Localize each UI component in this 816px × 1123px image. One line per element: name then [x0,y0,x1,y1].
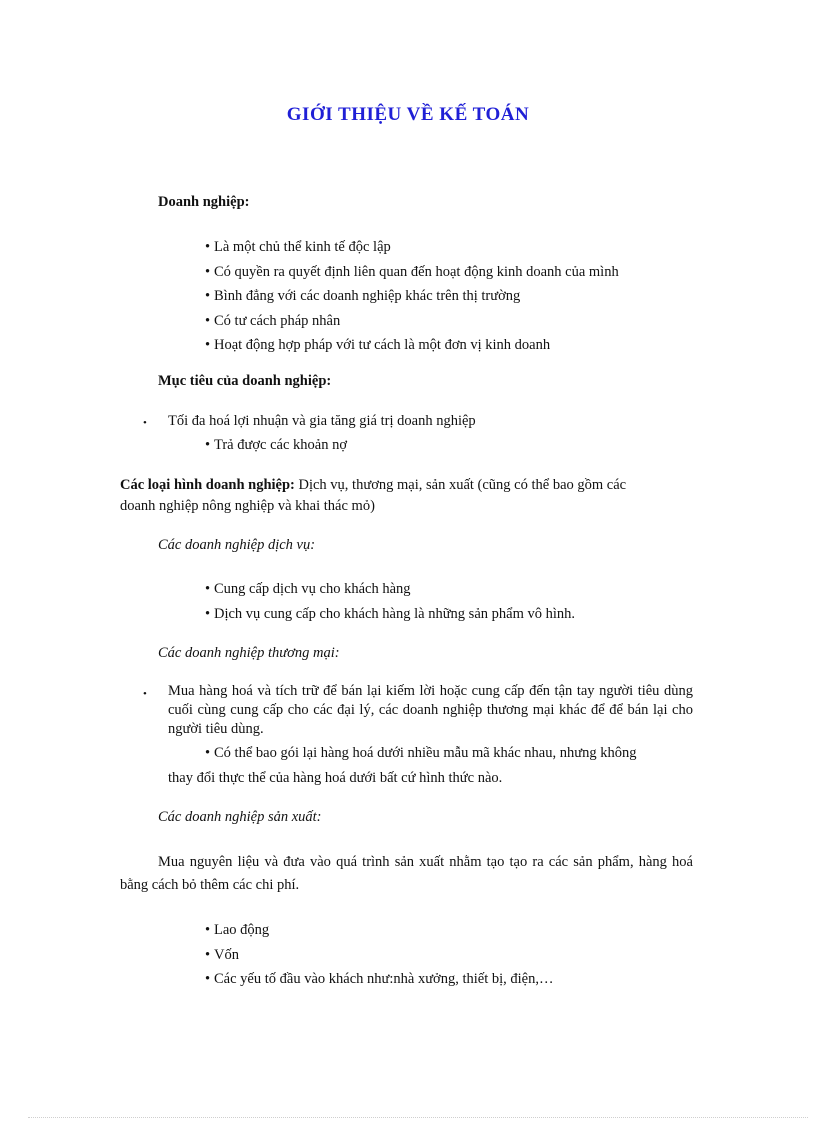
bullet-icon: • [143,417,147,429]
list-item: • Là một chủ thể kinh tế độc lập [205,235,619,260]
san-xuat-paragraph: Mua nguyên liệu và đưa vào quá trình sản xuất nhằm tạo tạo ra các sản phẩm, hàng hoá bằng cách bỏ thêm các chi phí. [120,854,693,893]
thuong-mai-sub-2: thay đổi thực thể của hàng hoá dưới bất cứ hình thức nào. [168,770,503,786]
bullet-icon: • [205,263,211,280]
page-bottom-divider [28,1117,808,1118]
thuong-mai-sub-1: • Có thể bao gói lại hàng hoá dưới nhiều mẫu mã khác nhau, nhưng không [205,745,637,761]
list-dich-vu [205,577,575,626]
bullet-icon: • [205,605,211,622]
list-item: • Lao động [205,918,554,943]
thuong-mai-paragraph: Mua hàng hoá và tích trữ để bán lại kiếm lời hoặc cung cấp đến tận tay người tiêu dùng cuối cùng cung cấp cho các đại lý, các doanh nghiệp thương mại khác để để bán lại cho người tiêu dùng. [168,683,693,737]
list-item: • Cung cấp dịch vụ cho khách hàng [205,577,575,602]
list-item: • Hoạt động hợp pháp với tư cách là một đơn vị kinh doanh [205,333,619,358]
list-item: • Bình đẳng với các doanh nghiệp khác trên thị trường [205,284,619,309]
list-item: • Dịch vụ cung cấp cho khách hàng là những sản phẩm vô hình. [205,602,575,627]
list-item: • Có tư cách pháp nhân [205,309,619,334]
bullet-icon: • [205,288,211,304]
loai-hinh-line-1: Các loại hình doanh nghiệp: Dịch vụ, thương mại, sản xuất (cũng có thể bao gồm các [120,477,627,493]
heading-doanh-nghiep: Doanh nghiệp: [158,194,250,210]
bullet-icon: • [205,971,211,987]
bullet-icon: • [205,745,211,761]
bullet-icon: • [205,239,211,255]
list-item: • Có quyền ra quyết định liên quan đến hoạt động kinh doanh của mình [205,260,619,285]
heading-loai-hinh: Các loại hình doanh nghiệp: [120,477,295,493]
heading-dich-vu: Các doanh nghiệp dịch vụ: [158,537,316,553]
bullet-icon: • [205,946,211,963]
heading-san-xuat: Các doanh nghiệp sản xuất: [158,809,322,825]
loai-hinh-line-2: doanh nghiệp nông nghiệp và khai thác mỏ) [120,498,375,514]
page-title: GIỚI THIỆU VỀ KẾ TOÁN [286,104,530,125]
bullet-icon: • [205,437,211,453]
bullet-icon: • [143,688,147,700]
muc-tieu-item-1: Tối đa hoá lợi nhuận và gia tăng giá trị doanh nghiệp [168,413,476,429]
heading-thuong-mai: Các doanh nghiệp thương mại: [158,645,340,661]
muc-tieu-item-2: • Trả được các khoản nợ [205,437,347,453]
bullet-icon: • [205,337,211,353]
bullet-icon: • [205,312,211,329]
list-item: • Các yếu tố đầu vào khách như:nhà xưởng, thiết bị, điện,… [205,967,554,992]
heading-muc-tieu: Mục tiêu của doanh nghiệp: [158,373,332,389]
list-item: • Vốn [205,943,554,968]
list-doanh-nghiep [205,235,619,358]
list-san-xuat [205,918,554,992]
bullet-icon: • [205,922,211,938]
bullet-icon: • [205,581,211,597]
